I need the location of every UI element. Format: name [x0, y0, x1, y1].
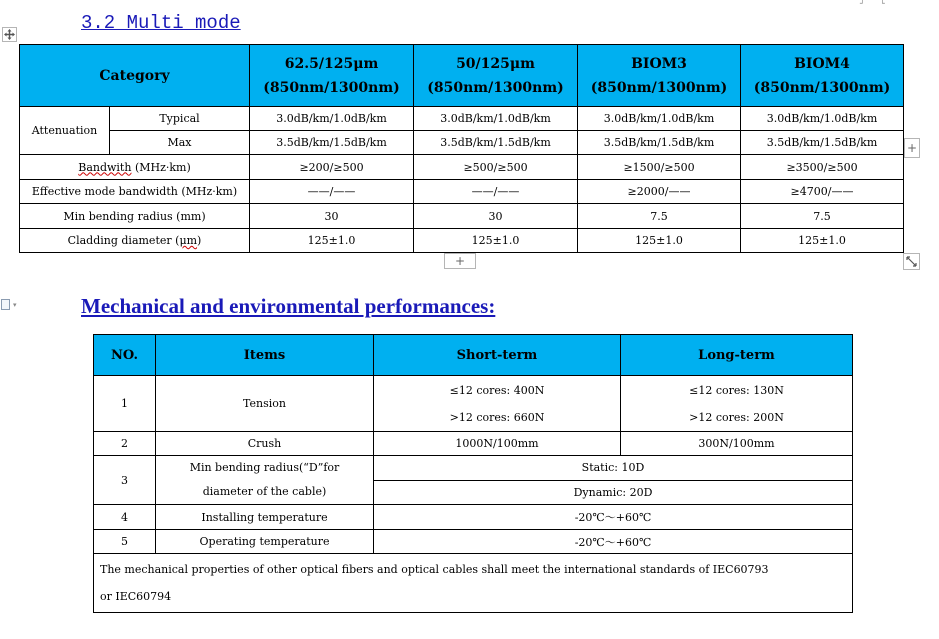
table-cell: ≥4700/——	[741, 180, 904, 204]
table-cell: ——/——	[414, 180, 578, 204]
item-installing-temperature: Installing temperature	[156, 505, 374, 530]
resize-icon	[906, 256, 917, 267]
item-tension: Tension	[156, 376, 374, 432]
table-cell: 3.5dB/km/1.5dB/km	[250, 131, 414, 155]
chevron-down-icon: ▾	[13, 300, 17, 309]
category-header: Category	[20, 45, 250, 107]
table-row	[20, 155, 904, 180]
item-operating-temperature: Operating temperature	[156, 530, 374, 554]
add-row-button[interactable]	[444, 253, 476, 269]
table-row	[94, 456, 853, 481]
table-cell: 3.0dB/km/1.0dB/km	[741, 107, 904, 131]
table-cell: 300N/100mm	[621, 432, 853, 456]
move-handle-icon	[4, 29, 15, 40]
table-row	[20, 131, 904, 155]
column-header-50: 50/125μm (850nm/1300nm)	[414, 45, 578, 107]
table-cell: 7.5	[578, 204, 741, 229]
multimode-spec-table	[19, 44, 904, 253]
row-label-typical: Typical	[110, 107, 250, 131]
table-row	[94, 432, 853, 456]
table-cell: 7.5	[741, 204, 904, 229]
section-heading-multimode: 3.2 Multi mode	[81, 12, 241, 34]
column-header-62-5: 62.5/125μm (850nm/1300nm)	[250, 45, 414, 107]
table-cell: ≥500/≥500	[414, 155, 578, 180]
table-cell: 3.0dB/km/1.0dB/km	[250, 107, 414, 131]
table-row	[20, 204, 904, 229]
table-cell: ≥3500/≥500	[741, 155, 904, 180]
standards-note: The mechanical properties of other optical fibers and optical cables shall meet the international standards of IEC60793 or IEC60794	[94, 554, 853, 613]
table-cell: ≥1500/≥500	[578, 155, 741, 180]
section-heading-mechanical: Mechanical and environmental performances:	[81, 294, 496, 318]
mechanical-performance-table	[93, 334, 853, 613]
table-row	[94, 376, 853, 432]
plus-icon: +	[906, 141, 918, 155]
row-label-max: Max	[110, 131, 250, 155]
table-move-handle[interactable]	[2, 27, 17, 42]
table-cell: 3.0dB/km/1.0dB/km	[414, 107, 578, 131]
table-cell: 30	[414, 204, 578, 229]
row-number: 2	[94, 432, 156, 456]
page-corner-mark: └	[880, 0, 885, 8]
table-cell: ≥2000/——	[578, 180, 741, 204]
row-label-min-bending-radius: Min bending radius (mm)	[20, 204, 250, 229]
row-label-cladding-diameter: Cladding diameter (μm)	[20, 229, 250, 253]
row-number: 1	[94, 376, 156, 432]
table-cell: 125±1.0	[741, 229, 904, 253]
paragraph-menu-icon	[1, 299, 10, 310]
column-header-biom3: BIOM3 (850nm/1300nm)	[578, 45, 741, 107]
row-number: 4	[94, 505, 156, 530]
table-cell: Static: 10D	[374, 456, 853, 481]
table-cell: 3.5dB/km/1.5dB/km	[741, 131, 904, 155]
table-cell: 3.0dB/km/1.0dB/km	[578, 107, 741, 131]
table-cell: 30	[250, 204, 414, 229]
row-number: 3	[94, 456, 156, 505]
row-number: 5	[94, 530, 156, 554]
table-cell: 125±1.0	[414, 229, 578, 253]
column-header-biom4: BIOM4 (850nm/1300nm)	[741, 45, 904, 107]
table-row	[20, 229, 904, 253]
table-cell: 125±1.0	[250, 229, 414, 253]
table-cell: ≥200/≥500	[250, 155, 414, 180]
row-label-effective-bandwidth: Effective mode bandwidth (MHz·km)	[20, 180, 250, 204]
table-cell: 3.5dB/km/1.5dB/km	[578, 131, 741, 155]
header-long-term: Long-term	[621, 335, 853, 376]
plus-icon: +	[454, 254, 466, 268]
add-column-button[interactable]	[904, 138, 920, 158]
header-no: NO.	[94, 335, 156, 376]
table-cell: -20℃～+60℃	[374, 530, 853, 554]
table-cell: ——/——	[250, 180, 414, 204]
table-cell: 3.5dB/km/1.5dB/km	[414, 131, 578, 155]
table-row	[94, 554, 853, 613]
page-corner-mark: ┘	[860, 0, 865, 8]
table-cell: Dynamic: 20D	[374, 480, 853, 505]
table-cell: ≤12 cores: 130N >12 cores: 200N	[621, 376, 853, 432]
attenuation-label: Attenuation	[20, 107, 110, 155]
table-cell: ≤12 cores: 400N >12 cores: 660N	[374, 376, 621, 432]
table-row	[20, 107, 904, 131]
paragraph-menu-button[interactable]	[1, 299, 17, 310]
table-cell: 1000N/100mm	[374, 432, 621, 456]
table-row	[20, 180, 904, 204]
table-row	[94, 530, 853, 554]
table-cell: 125±1.0	[578, 229, 741, 253]
table-row	[94, 505, 853, 530]
table-cell: -20℃～+60℃	[374, 505, 853, 530]
row-label-bandwidth: Bandwith (MHz·km)	[20, 155, 250, 180]
item-crush: Crush	[156, 432, 374, 456]
table-resize-handle[interactable]	[903, 253, 920, 270]
item-min-bending-radius: Min bending radius(“D”for diameter of the cable)	[156, 456, 374, 505]
header-short-term: Short-term	[374, 335, 621, 376]
header-items: Items	[156, 335, 374, 376]
